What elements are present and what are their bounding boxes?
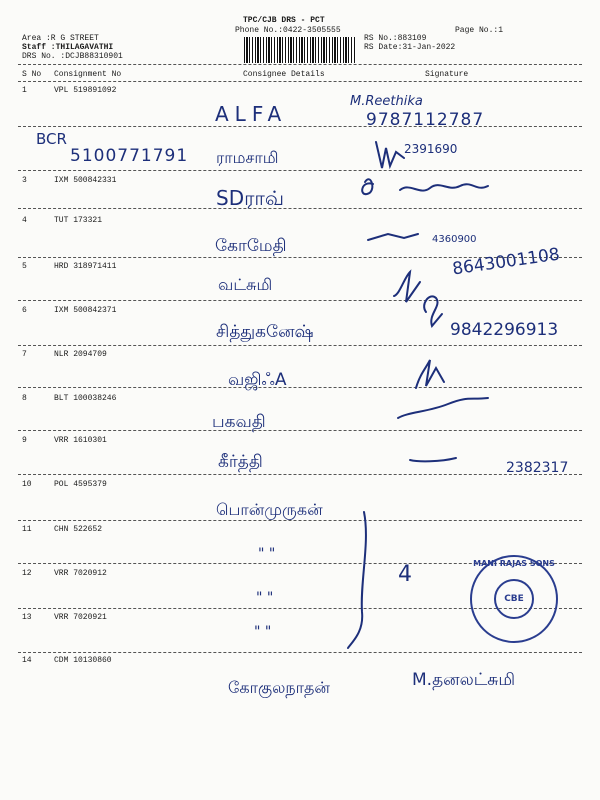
row-sno: 3 [22,176,27,185]
doc-title: TPC/CJB DRS - PCT [243,16,325,25]
stamp-ring-text: MANI RAJAS SONS [473,559,555,568]
row-consignment: HRD 318971411 [54,262,117,271]
handwritten-name: கீர்த்தி [218,452,263,472]
area-field: Area :R G STREET [22,34,99,43]
handwritten-signature: M.Reethika [350,94,423,109]
col-consignee: Consignee Details [243,70,325,79]
handwritten-signature: M.தனலட்சுமி [412,670,516,690]
row-sno: 13 [22,613,32,622]
handwritten-name: சித்துகனேஷ் [216,322,314,342]
row-consignment: TUT 173321 [54,216,103,225]
row-sno: 11 [22,525,32,534]
signature-bracket [348,512,366,648]
rs-number: RS No.:883109 [364,34,427,43]
signature-scribble [398,398,488,418]
row-sno: 8 [22,394,27,403]
handwritten-ditto: " " [256,590,274,606]
handwritten-code: BCR [36,130,67,148]
handwritten-phone: 8643001108 [451,244,562,280]
handwritten-phone: 9787112787 [366,110,485,130]
row-consignment: NLR 2094709 [54,350,107,359]
handwritten-name: கோமேதி [215,236,287,256]
row-consignment: VRR 7020912 [54,569,107,578]
rs-date: RS Date:31-Jan-2022 [364,43,456,52]
drs-number: DRS No. :DCJB88310901 [22,52,123,61]
signature-scribble [376,142,404,168]
row-consignment: POL 4595379 [54,480,107,489]
handwritten-phone: 4360900 [432,234,477,245]
row-sno: 9 [22,436,27,445]
row-consignment: BLT 100038246 [54,394,117,403]
handwritten-phone: 2382317 [506,460,569,476]
col-signature: Signature [425,70,469,79]
col-consignment: Consignment No [54,70,122,79]
row-consignment: VRR 7020921 [54,613,107,622]
staff-field: Staff :THILAGAVATHI [22,43,114,52]
handwritten-name: கோகுலநாதன் [228,678,330,697]
handwritten-name: ALFA [215,102,288,126]
row-consignment: CDM 10130860 [54,656,112,665]
handwritten-phone: 9842296913 [450,320,559,340]
row-sno: 6 [22,306,27,315]
handwritten-name: ராமசாமி [216,148,279,167]
col-sno: S No [22,70,42,79]
handwritten-name: SDராவ் [216,186,285,210]
row-consignment: IXM 500842371 [54,306,117,315]
row-consignment: CHN 522652 [54,525,103,534]
signature-scribble [410,458,456,461]
signature-scribble [400,184,488,190]
handwritten-phone: 2391690 [404,142,458,156]
signature-scribble [394,272,420,302]
handwritten-name: பகவதி [212,412,266,432]
stamp-center-text: CBE [494,579,534,619]
row-consignment: IXM 500842331 [54,176,117,185]
row-sno: 12 [22,569,32,578]
handwritten-count: 4 [398,562,412,587]
row-sno: 5 [22,262,27,271]
company-stamp [470,555,558,643]
phone-number: Phone No.:0422-3505555 [235,26,341,35]
handwritten-name: வஜிஃA [228,370,287,390]
handwritten-ditto: " " [254,624,272,640]
row-sno: 4 [22,216,27,225]
handwritten-name: வட்சுமி [218,275,273,294]
signature-scribble [424,296,442,326]
handwritten-ditto: " " [258,546,276,562]
row-consignment: VPL 519891092 [54,86,117,95]
handwritten-consignment: 5100771791 [70,146,189,166]
row-sno: 10 [22,480,32,489]
row-sno: 14 [22,656,32,665]
signature-scribble [368,234,418,240]
row-sno: 7 [22,350,27,359]
page-number: Page No.:1 [455,26,504,35]
signature-scribble [416,360,444,388]
row-sno: 1 [22,86,27,95]
signature-scribble [362,179,373,194]
handwritten-name: பொன்முருகன் [216,500,323,519]
row-consignment: VRR 1610301 [54,436,107,445]
